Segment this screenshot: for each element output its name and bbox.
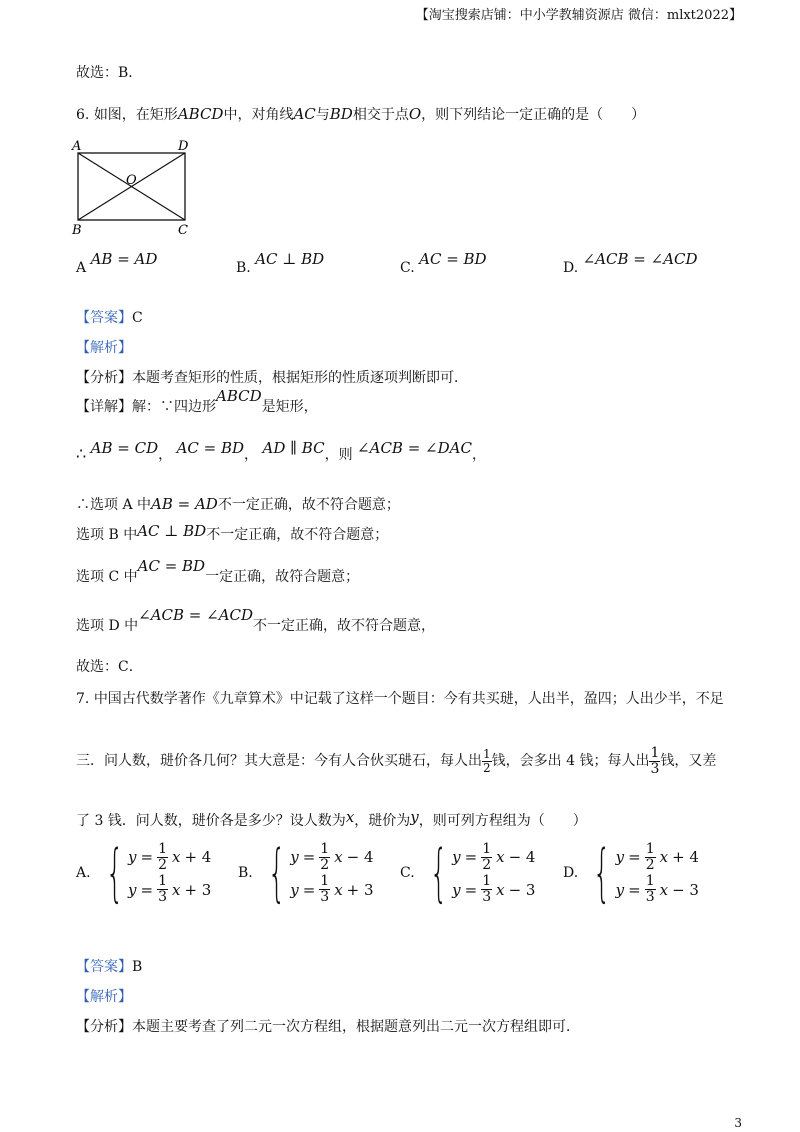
option-expr: ∠ACB = ∠ACD [582, 250, 698, 268]
comma: ， [471, 447, 486, 463]
rectangle-diagram [70, 138, 200, 236]
q7-text: 中国古代数学著作《九章算术》中记载了这样一个题目：今有共买琎，人出半，盈四；人出少半，不足 [93, 691, 724, 707]
eq: = [140, 848, 154, 867]
numerator: 1 [320, 873, 330, 890]
text: ，则 [324, 447, 353, 463]
detail-text: 解：∵四边形 [132, 399, 216, 415]
option-letter: B. [236, 260, 251, 276]
label-c: C [178, 223, 188, 236]
equation-rows [128, 842, 211, 905]
equation-2 [452, 874, 535, 904]
q7-answer [76, 956, 142, 976]
option-letter: D. [563, 865, 579, 882]
fraction [319, 874, 330, 904]
option-letter: D. [563, 260, 579, 276]
denominator: 2 [482, 856, 492, 873]
page-header: 【淘宝搜索店铺：中小学教辅资源店 微信：mlxt2022】 [415, 8, 742, 23]
eq: = [464, 880, 478, 899]
fraction-half [482, 748, 492, 774]
var: y [452, 880, 461, 899]
prev-answer: 故选：B． [76, 65, 143, 81]
q6-rect-name: ABCD [177, 105, 224, 123]
equation-2 [128, 874, 211, 904]
option-letter: A [76, 260, 87, 276]
fraction [157, 874, 168, 904]
formula: AC ⊥ BD [137, 522, 207, 540]
var: y [615, 880, 625, 899]
q6-text: 如图，在矩形 [93, 107, 178, 123]
q7-text: ，琎价为 [354, 813, 411, 829]
var-x: x [345, 808, 355, 826]
var: y [290, 880, 299, 899]
option-letter: C. [400, 865, 415, 882]
fenxi-tag: 【分析】 [76, 1019, 132, 1035]
var: x [659, 880, 669, 899]
denominator: 3 [158, 889, 167, 906]
op: − 3 [508, 880, 536, 899]
equation-1 [128, 842, 211, 872]
var: x [172, 880, 181, 899]
numerator: 1 [482, 873, 492, 890]
q7-option-b [238, 836, 374, 910]
q7-option-a [76, 836, 212, 910]
var: x [659, 848, 669, 867]
var: y [290, 848, 299, 867]
eq: = [464, 848, 478, 867]
q6-text: 中，对角线 [223, 107, 294, 123]
page-number: 3 [734, 1116, 742, 1130]
equation-2 [616, 874, 699, 904]
option-expr: AC = BD [419, 250, 487, 268]
denominator: 3 [645, 889, 655, 906]
label-d: D [178, 139, 189, 154]
fenxi-text: 本题主要考查了列二元一次方程组，根据题意列出二元一次方程组即可． [132, 1019, 580, 1035]
equation-2 [290, 874, 373, 904]
formula: ∠ACB = ∠ACD [138, 606, 254, 624]
fraction [481, 842, 492, 872]
numerator: 1 [650, 745, 660, 761]
q6-line-b [76, 524, 388, 544]
numerator: 1 [483, 747, 491, 762]
text: ∴选项 A 中 [76, 497, 152, 513]
q6-line-a [76, 494, 400, 514]
var: x [334, 880, 343, 899]
q7-text: 了 3 钱．问人数，琎价各是多少？设人数为 [76, 813, 346, 829]
answer-value: C [132, 310, 143, 326]
text: 不一定正确，故不符合题意； [217, 497, 400, 513]
label-a: A [72, 139, 82, 154]
text: 选项 B 中 [76, 527, 138, 543]
brace-icon: { [267, 836, 286, 910]
option-letter: B. [238, 865, 253, 882]
option-letter: C. [400, 260, 415, 276]
equation-rows [290, 842, 373, 905]
text: 不一定正确，故不符合题意， [253, 618, 436, 634]
formula: AB = AD [151, 495, 218, 513]
denominator: 3 [650, 760, 660, 777]
q6-text: ，则下列结论一定正确的是（ ） [421, 107, 646, 123]
q6-bd: BD [329, 105, 353, 123]
op: − 4 [346, 848, 374, 867]
op: + 4 [184, 848, 212, 867]
q6-conclusion: 故选：C． [76, 659, 143, 675]
denominator: 2 [320, 856, 330, 873]
fenxi-tag: 【分析】 [76, 370, 132, 386]
numerator: 1 [645, 841, 655, 857]
fraction [481, 874, 492, 904]
text: 一定正确，故符合题意； [205, 569, 360, 585]
comma: ， [244, 447, 259, 463]
op: + 4 [672, 848, 699, 867]
var: y [128, 880, 137, 899]
q6-therefore-line [76, 439, 486, 464]
detail-text: 是矩形， [261, 399, 318, 415]
q7-line2 [76, 746, 716, 776]
numerator: 1 [158, 873, 167, 890]
answer-value: B [132, 959, 143, 975]
q6-line-d [76, 606, 436, 635]
var: y [128, 848, 137, 867]
q7-number: 7. [76, 691, 90, 707]
q6-line-c [76, 557, 360, 586]
detail-rect: ABCD [216, 387, 262, 405]
formula: AC = BD [137, 557, 206, 575]
brace-icon: { [105, 836, 124, 910]
text: 不一定正确，故不符合题意； [206, 527, 389, 543]
eq: = [302, 848, 316, 867]
q7-option-d [563, 836, 699, 910]
comma: ， [158, 447, 173, 463]
var: x [496, 880, 505, 899]
q6-number: 6. [76, 107, 90, 123]
var: x [496, 848, 505, 867]
q6-detail [76, 387, 318, 416]
equation-1 [616, 842, 699, 872]
formula: AC = BD [176, 439, 245, 457]
text: 选项 C 中 [76, 569, 138, 585]
equation-rows [452, 842, 535, 905]
eq: = [628, 880, 641, 899]
equation-1 [290, 842, 373, 872]
var-y: y [410, 808, 419, 826]
fraction [645, 842, 656, 872]
q7-text: 钱，会多出 4 钱；每人出 [491, 753, 650, 770]
q7-line1 [76, 688, 724, 708]
rectangle-figure [70, 138, 200, 236]
q6-text: 相交于点 [352, 107, 409, 123]
fraction [157, 842, 168, 872]
therefore-symbol: ∴ [76, 444, 87, 463]
q6-answer [76, 307, 143, 327]
q7-fenxi [76, 1016, 580, 1036]
brace-icon: { [593, 836, 611, 910]
q6-ac: AC [293, 105, 316, 123]
op: − 3 [672, 880, 699, 899]
fraction [319, 842, 330, 872]
var: y [615, 848, 625, 867]
option-expr: AB = AD [90, 250, 158, 268]
numerator: 1 [482, 841, 492, 857]
op: − 4 [508, 848, 536, 867]
q6-option-d [563, 250, 698, 276]
q7-text: 三．问人数，琎价各几何？其大意是：今有人合伙买琎石，每人出 [76, 753, 482, 770]
q7-line3 [76, 810, 587, 830]
numerator: 1 [645, 873, 655, 890]
denominator: 2 [158, 856, 167, 873]
op: + 3 [346, 880, 374, 899]
fraction [645, 874, 656, 904]
option-letter: A. [76, 865, 91, 882]
denominator: 3 [482, 889, 492, 906]
numerator: 1 [320, 841, 330, 857]
text: 选项 D 中 [76, 618, 139, 634]
equation-rows [616, 842, 699, 905]
q6-o: O [408, 105, 422, 123]
var: x [334, 848, 343, 867]
formula: AD ∥ BC [262, 439, 325, 457]
q6-text: 与 [315, 107, 330, 123]
denominator: 3 [320, 889, 330, 906]
equation-1 [452, 842, 535, 872]
q6-stem [76, 104, 645, 124]
label-b: B [72, 223, 82, 236]
denominator: 2 [483, 760, 491, 775]
formula: ∠ACB = ∠DAC [357, 439, 472, 457]
q6-option-a [76, 250, 158, 276]
formula: AB = CD [90, 439, 159, 457]
answer-tag: 【答案】 [76, 310, 132, 326]
label-o: O [126, 173, 137, 188]
numerator: 1 [158, 841, 167, 857]
q6-fenxi [76, 367, 468, 387]
q6-option-c [400, 250, 487, 276]
eq: = [628, 848, 641, 867]
eq: = [302, 880, 316, 899]
var: y [452, 848, 461, 867]
fenxi-text: 本题考查矩形的性质，根据矩形的性质逐项判断即可． [132, 370, 468, 386]
op: + 3 [184, 880, 212, 899]
fraction-third [649, 746, 660, 776]
q7-text: 钱，又差 [660, 753, 717, 770]
q7-option-c [400, 836, 536, 910]
detail-tag: 【详解】 [76, 399, 132, 415]
var: x [172, 848, 181, 867]
denominator: 2 [645, 856, 655, 873]
q7-text: ，则可列方程组为（ ） [418, 813, 587, 829]
eq: = [140, 880, 154, 899]
q6-analysis-tag: 【解析】 [76, 340, 132, 356]
option-expr: AC ⊥ BD [255, 250, 325, 268]
q7-analysis-tag: 【解析】 [76, 989, 132, 1005]
answer-tag: 【答案】 [76, 959, 132, 975]
q6-option-b [236, 250, 325, 276]
brace-icon: { [429, 836, 448, 910]
